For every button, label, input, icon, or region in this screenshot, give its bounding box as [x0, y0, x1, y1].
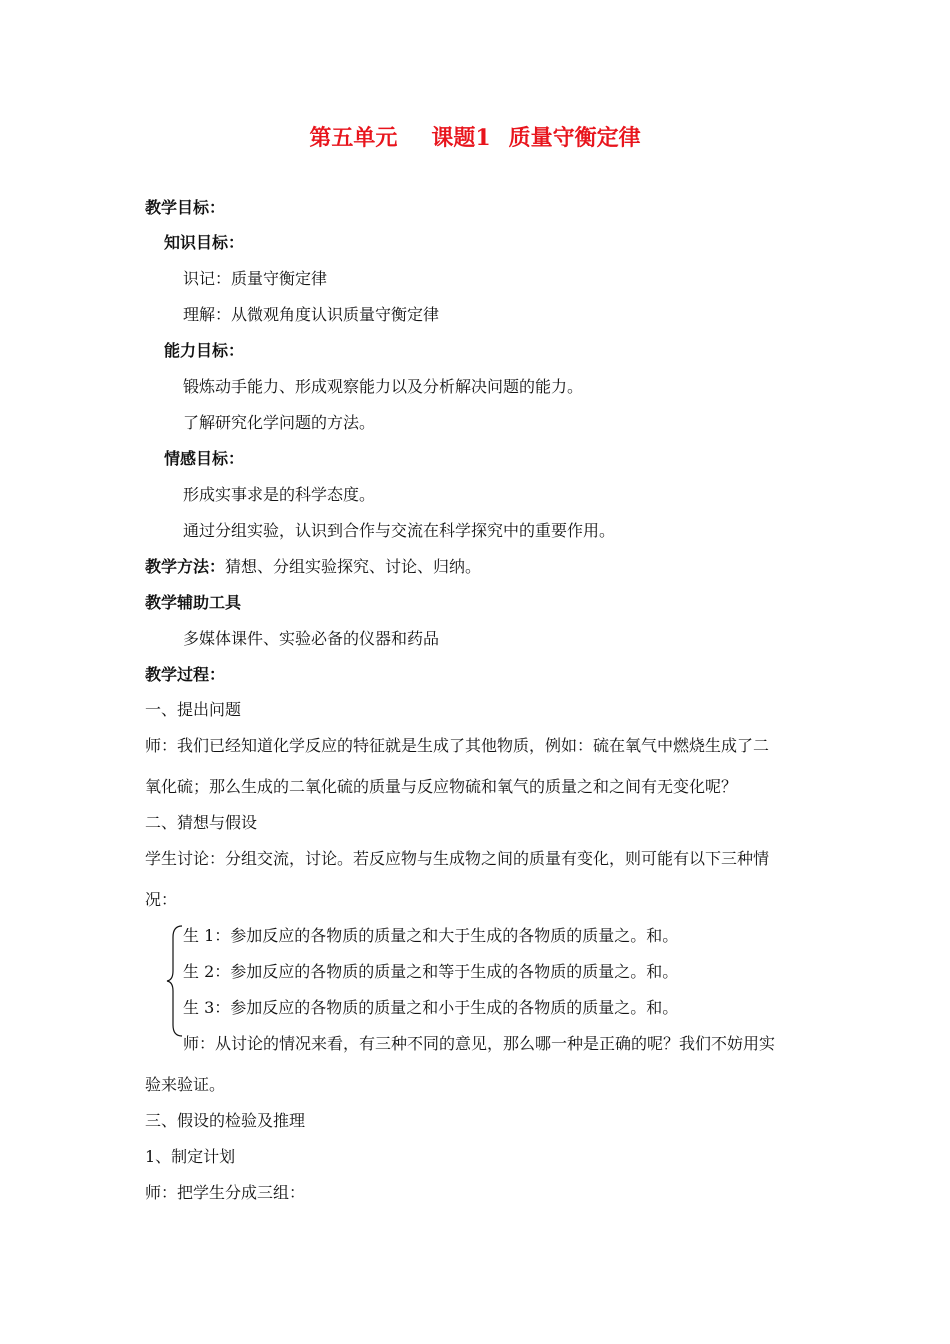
paragraph-teacher-question-2: 氧化硫；那么生成的二氧化硫的质量与反应物硫和氧气的质量之和之间有无变化呢？ [145, 777, 738, 796]
section-3-heading: 三、假设的检验及推理 [145, 1111, 306, 1130]
text-teaching-tools: 多媒体课件、实验必备的仪器和药品 [183, 629, 440, 648]
text-memorize: 识记：质量守衡定律 [183, 269, 328, 288]
text-ability-2: 了解研究化学问题的方法。 [183, 413, 376, 432]
heading-teaching-tools: 教学辅助工具 [145, 593, 242, 612]
paragraph-teacher-groups: 师：把学生分成三组： [145, 1183, 306, 1202]
heading-ability-goals: 能力目标： [164, 341, 245, 360]
subsection-1-heading: 1、制定计划 [145, 1147, 236, 1166]
text-emotion-1: 形成实事求是的科学态度。 [183, 485, 376, 504]
section-1-heading: 一、提出问题 [145, 700, 242, 719]
heading-emotion-goals: 情感目标： [164, 449, 245, 468]
text-ability-1: 锻炼动手能力、形成观察能力以及分析解决问题的能力。 [183, 377, 584, 396]
text-emotion-2: 通过分组实验，认识到合作与交流在科学探究中的重要作用。 [183, 521, 616, 540]
teaching-method-line [145, 557, 481, 577]
paragraph-student-discussion-1: 学生讨论：分组交流，讨论。若反应物与生成物之间的质量有变化，则可能有以下三种情 [145, 849, 770, 868]
student-hypothesis-1: 生 1：参加反应的各物质的质量之和大于生成的各物质的质量之。和。 [183, 926, 679, 945]
title-topic: 质量守衡定律 [508, 125, 641, 151]
paragraph-teacher-verify-1: 师：从讨论的情况来看，有三种不同的意见，那么哪一种是正确的呢？我们不妨用实 [183, 1034, 776, 1053]
paragraph-student-discussion-2: 况： [145, 890, 178, 909]
text-understand: 理解：从微观角度认识质量守衡定律 [183, 305, 440, 324]
student-hypothesis-2: 生 2：参加反应的各物质的质量之和等于生成的各物质的质量之。和。 [183, 962, 679, 981]
heading-teaching-process: 教学过程： [145, 665, 226, 684]
heading-teaching-method: 教学方法： [145, 557, 226, 576]
document-title [0, 124, 950, 152]
student-hypothesis-3: 生 3：参加反应的各物质的质量之和小于生成的各物质的质量之。和。 [183, 998, 679, 1017]
paragraph-teacher-question-1: 师：我们已经知道化学反应的特征就是生成了其他物质，例如：硫在氧气中燃烧生成了二 [145, 736, 770, 755]
text-teaching-method: 猜想、分组实验探究、讨论、归纳。 [225, 557, 482, 576]
curly-brace [166, 925, 184, 1037]
section-2-heading: 二、猜想与假设 [145, 813, 258, 832]
title-lesson: 课题1 [431, 125, 491, 151]
heading-knowledge-goals: 知识目标： [164, 233, 245, 252]
title-unit: 第五单元 [309, 125, 398, 151]
paragraph-teacher-verify-2: 验来验证。 [145, 1075, 226, 1094]
heading-teaching-goals: 教学目标： [145, 198, 226, 217]
